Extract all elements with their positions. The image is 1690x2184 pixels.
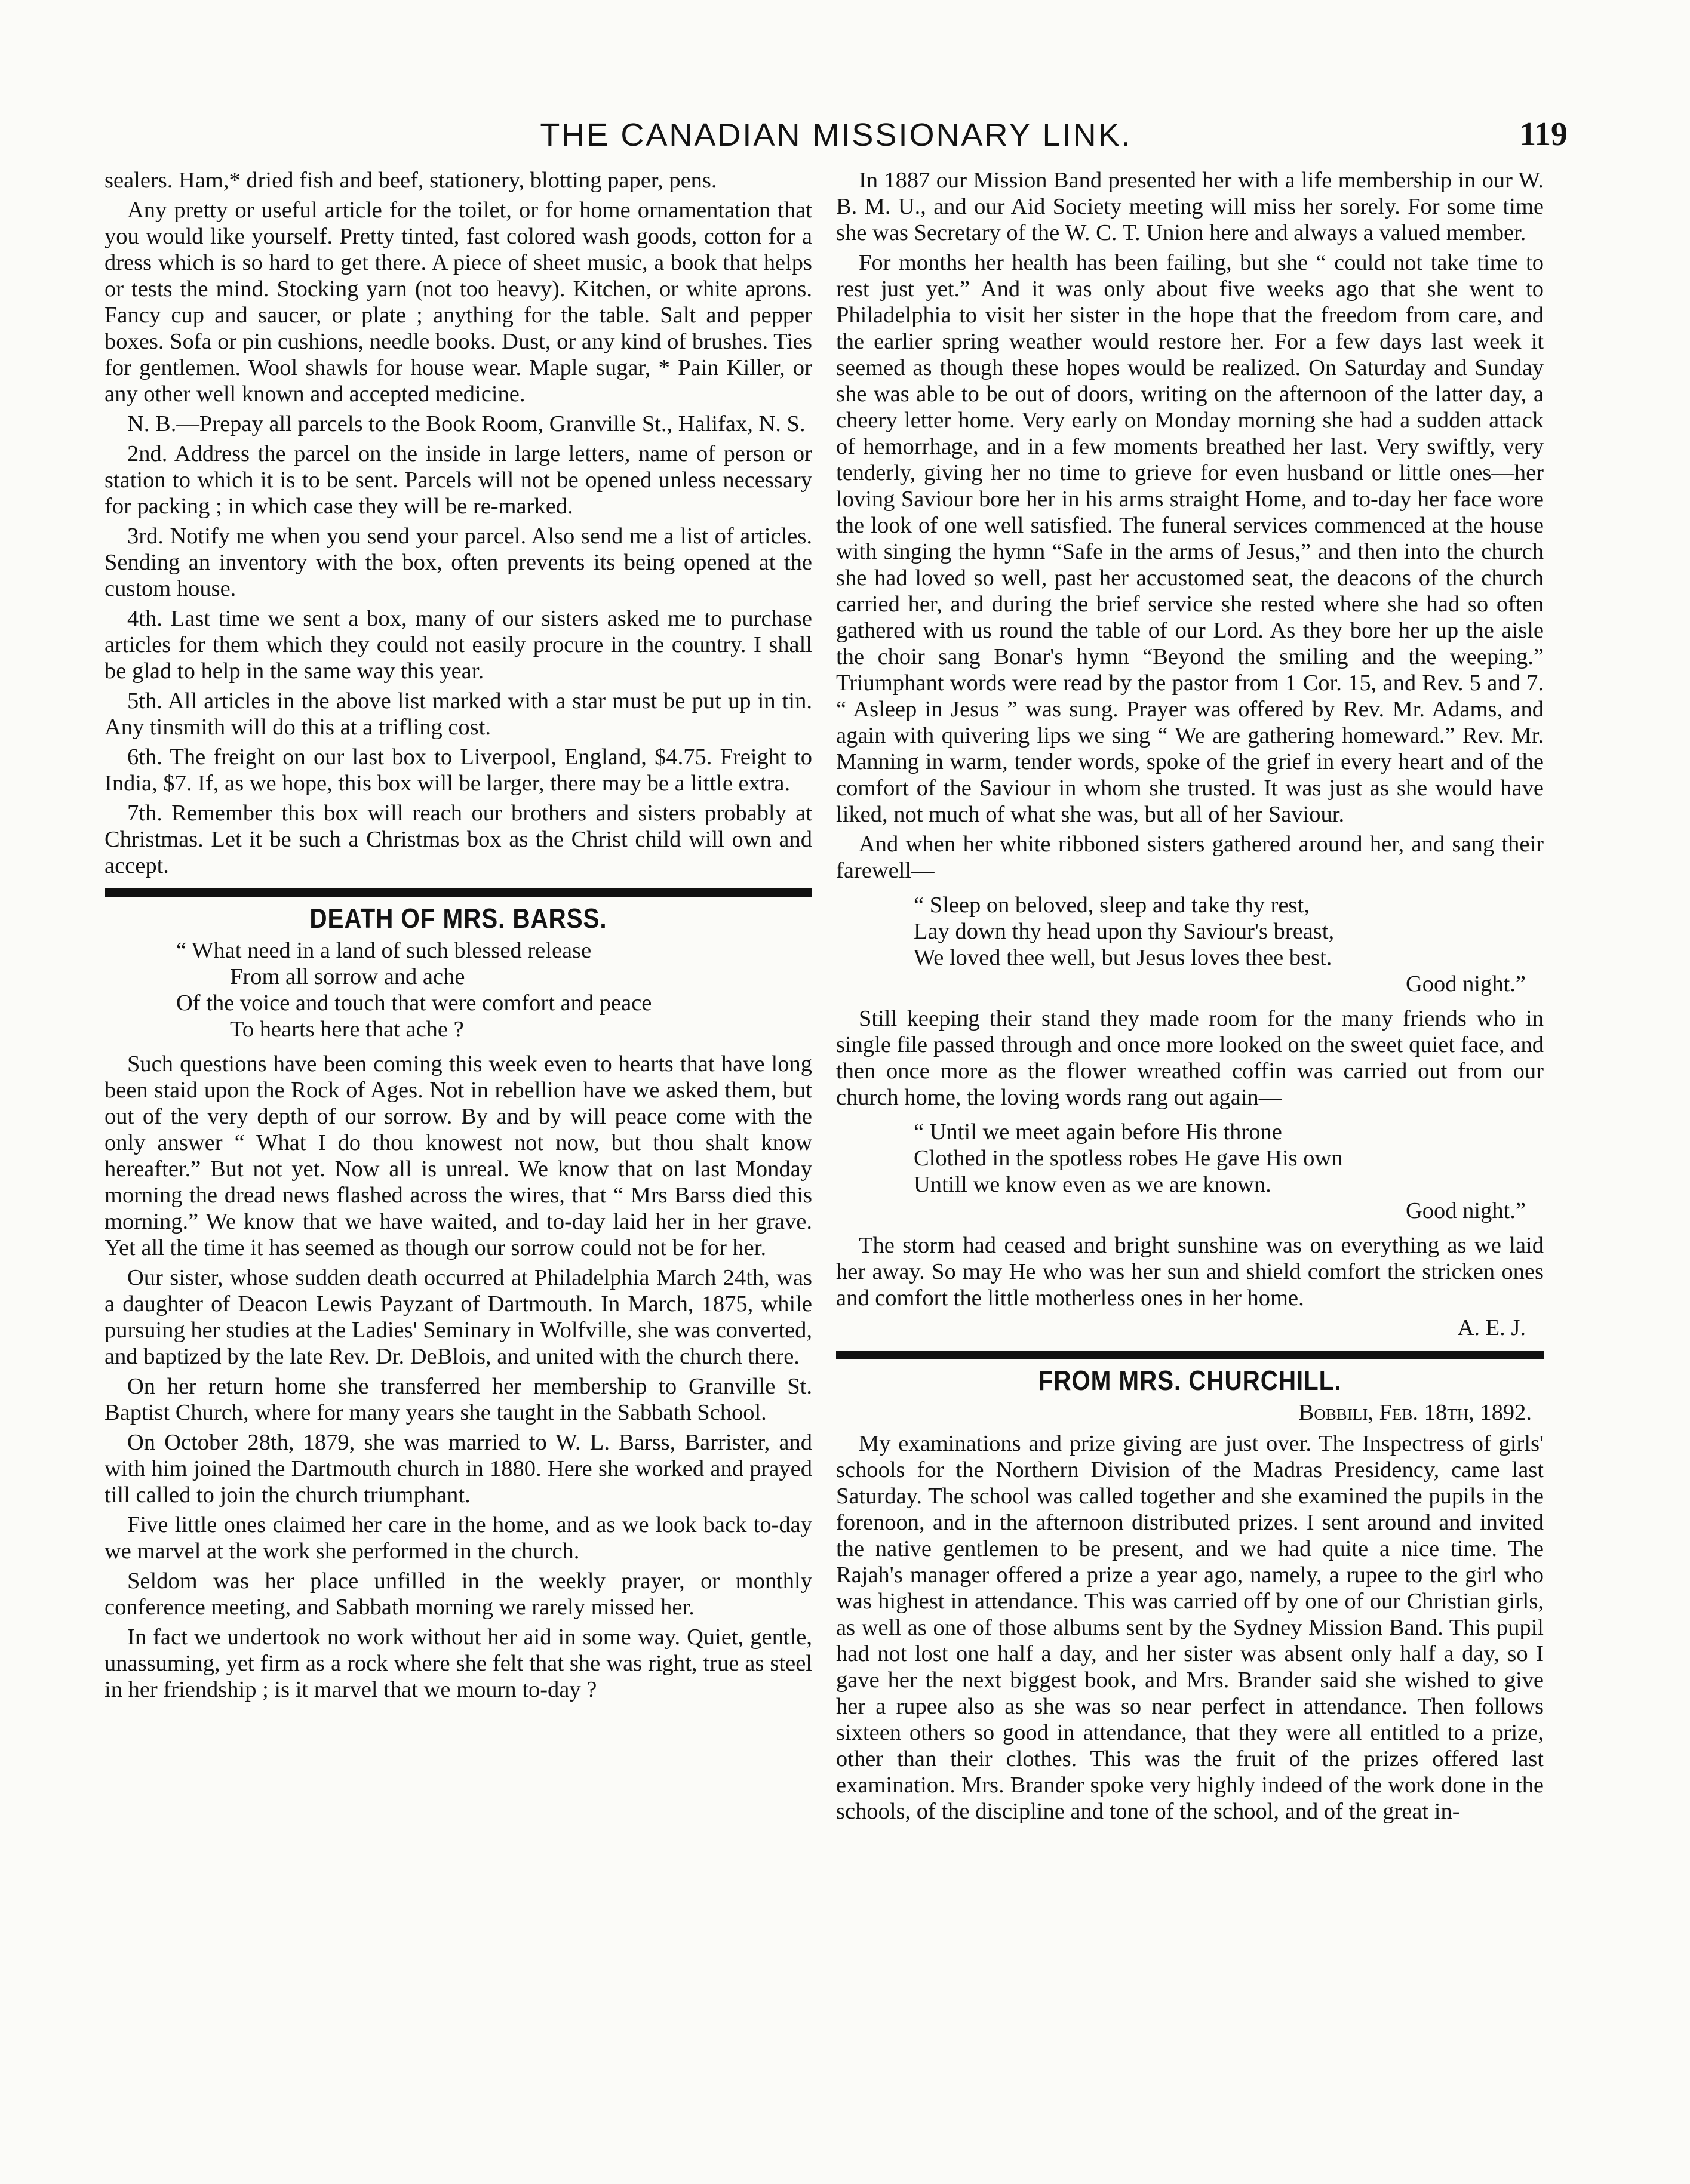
verse-line: To hearts here that ache ? xyxy=(230,1017,464,1042)
list-paragraph: 2nd. Address the parcel on the inside in large letters, name of person or station to which it is to be sent. Parcels will not be opened unless necessary for packing ; in which case they will be re-marked. xyxy=(105,441,812,519)
section-rule xyxy=(836,1351,1544,1359)
article-paragraph: Our sister, whose sudden death occurred at Philadelphia March 24th, was a daughter of Deacon Lewis Payzant of Dartmouth. In March, 1875, while pursuing her studies at the Ladies' Seminary in Wolfville, she was converted, and baptized by the late Rev. Dr. DeBlois, and united with the church there. xyxy=(105,1265,812,1369)
poem-line: “ Sleep on beloved, sleep and take thy rest, xyxy=(914,893,1310,918)
article-paragraph: For months her health has been failing, but she “ could not take time to rest just yet.” And it was only about five weeks ago that she went to Philadelphia to visit her sister in the hope that the freedom from care, and the earlier spring weather would restore her. For a few days last week it seemed as though these hopes would be realized. On Saturday and Sunday she was able to be out of doors, writing on the afternoon of the latter day, a cheery letter home. Very early on Monday morning she had a sudden attack of hemorrhage, and in a few moments breathed her last. Very swiftly, very tenderly, giving her no time to grieve for even husband or little ones—her loving Saviour bore her in his arms straight Home, and to-day her face wore the look of one well satisfied. The funeral services commenced at the house with singing the hymn “Safe in the arms of Jesus,” and then into the church she had loved so well, past her accustomed seat, the deacons of the church carried her, and during the brief service she rested where she had so often gathered with us round the table of our Lord. As they bore her up the aisle the choir sang Bonar's hymn “Beyond the smiling and the weeping.” Triumphant words were read by the pastor from 1 Cor. 15, and Rev. 5 and 7. “ Asleep in Jesus ” was sung. Prayer was offered by Rev. Mr. Adams, and again with quivering lips we sing “ We are gathering homeward.” Rev. Mr. Manning in warm, tender words, spoke of the grief in every heart and of the comfort of the Saviour in whom she trusted. It was just as she would have liked, not much of what she was, but all of her Saviour. xyxy=(836,250,1544,827)
verse-line: From all sorrow and ache xyxy=(230,964,465,989)
list-paragraph: N. B.—Prepay all parcels to the Book Room, Granville St., Halifax, N. S. xyxy=(127,411,806,436)
article-paragraph: The storm had ceased and bright sunshine was on everything as we laid her away. So may He who was her sun and shield comfort the stricken ones and comfort the little motherless ones in her home. xyxy=(836,1233,1544,1311)
parting-poem xyxy=(914,1119,1544,1224)
opening-verse xyxy=(105,937,812,1042)
page-number: 119 xyxy=(1519,116,1568,153)
death-heading: DEATH OF MRS. BARSS. xyxy=(309,903,607,934)
article-paragraph: On October 28th, 1879, she was married to W. L. Barss, Barrister, and with him joined the Dartmouth church in 1880. Here she worked and prayed till called to join the church triumphant. xyxy=(105,1430,812,1508)
section-rule xyxy=(105,888,812,897)
page-header xyxy=(105,116,1568,158)
verse-line: “ What need in a land of such blessed release xyxy=(176,938,592,963)
list-paragraph: 5th. All articles in the above list marked with a star must be put up in tin. Any tinsmith will do this at a trifling cost. xyxy=(105,688,812,740)
left-column xyxy=(105,167,812,1706)
list-paragraph: sealers. Ham,* dried fish and beef, stationery, blotting paper, pens. xyxy=(105,168,717,193)
verse-line: Of the voice and touch that were comfort and peace xyxy=(176,991,652,1016)
article-paragraph: And when her white ribboned sisters gathered around her, and sang their farewell— xyxy=(836,832,1544,883)
list-paragraph: 4th. Last time we sent a box, many of our sisters asked me to purchase articles for them which they could not easily procure in the country. I shall be glad to help in the same way this year. xyxy=(105,606,812,684)
article-paragraph: On her return home she transferred her membership to Granville St. Baptist Church, where for many years she taught in the Sabbath School. xyxy=(105,1374,812,1425)
article-paragraph: In 1887 our Mission Band presented her with a life membership in our W. B. M. U., and our Aid Society meeting will miss her sorely. For some time she was Secretary of the W. C. T. Union here and always a valued member. xyxy=(836,168,1544,245)
poem-closing: Good night.” xyxy=(1405,971,1526,996)
article-paragraph: Still keeping their stand they made room for the many friends who in single file passed through and once more looked on the sweet quiet face, and then once more as the flower wreathed coffin was carried out from our church home, the loving words rang out again— xyxy=(836,1006,1544,1110)
article-paragraph: Seldom was her place unfilled in the weekly prayer, or monthly conference meeting, and Sabbath morning we rarely missed her. xyxy=(105,1568,812,1620)
article-paragraph: In fact we undertook no work without her aid in some way. Quiet, gentle, unassuming, yet firm as a rock where she felt that she was right, true as steel in her friendship ; is it marvel that we mourn to-day ? xyxy=(105,1625,812,1702)
poem-line: “ Until we meet again before His throne xyxy=(914,1119,1282,1145)
poem-line: Lay down thy head upon thy Saviour's breast, xyxy=(914,919,1335,944)
farewell-poem xyxy=(914,892,1544,997)
right-column xyxy=(836,167,1544,1828)
list-paragraph: 3rd. Notify me when you send your parcel. Also send me a list of articles. Sending an inventory with the box, often prevents its being opened at the custom house. xyxy=(105,524,812,601)
poem-closing: Good night.” xyxy=(1405,1198,1526,1223)
list-paragraph: Any pretty or useful article for the toilet, or for home ornamentation that you would like yourself. Pretty tinted, fast colored wash goods, cotton for a dress which is so hard to get there. A piece of sheet music, a book that helps or tests the mind. Stocking yarn (not too heavy). Kitchen, or white aprons. Fancy cup and saucer, or plate ; anything for the table. Salt and pepper boxes. Sofa or pin cushions, needle books. Dust, or any kind of brushes. Ties for gentlemen. Wool shawls for house wear. Maple sugar, * Pain Killer, or any other well known and accepted medicine. xyxy=(105,198,812,407)
churchill-heading: FROM MRS. CHURCHILL. xyxy=(1038,1365,1342,1396)
dateline: Bobbili, Feb. 18th, 1892. xyxy=(1298,1400,1532,1425)
author-signature: A. E. J. xyxy=(1457,1315,1526,1340)
poem-line: We loved thee well, but Jesus loves thee best. xyxy=(914,945,1332,970)
poem-line: Clothed in the spotless robes He gave His own xyxy=(914,1146,1343,1171)
journal-title: THE CANADIAN MISSIONARY LINK. xyxy=(540,117,1132,153)
article-paragraph: Such questions have been coming this week even to hearts that have long been staid upon the Rock of Ages. Not in rebellion have we asked them, but out of the very depth of our sorrow. By and by will peace come with the only answer “ What I do thou knowest not now, but thou shalt know hereafter.” But not yet. Now all is unreal. We know that on last Monday morning the dread news flashed across the wires, that “ Mrs Barss died this morning.” We know that we have waited, and to-day laid her in her grave. Yet all the time it has seemed as though our sorrow could not be for her. xyxy=(105,1051,812,1260)
article-paragraph: My examinations and prize giving are just over. The Inspectress of girls' schools for the Northern Division of the Madras Presidency, came last Saturday. The school was called together and she examined the pupils in the forenoon, and in the afternoon distributed prizes. I sent around and invited the native gentlemen to be present, and we had quite a nice time. The Rajah's manager offered a prize a year ago, namely, a rupee to the girl who was highest in attendance. This was carried off by one of our Christian girls, as well as one of those albums sent by the Sydney Mission Band. This pupil had not lost one half a day, and her sister was absent only half a day, so I gave her the next biggest book, and Mrs. Brander said she wished to give her a rupee also as she was so near perfect in attendance. Then follows sixteen others so good in attendance, that they were all entitled to a prize, other than their clothes. This was the fruit of the prizes offered last examination. Mrs. Brander spoke very highly indeed of the work done in the schools, of the discipline and tone of the school, and of the great in- xyxy=(836,1431,1544,1824)
list-paragraph: 7th. Remember this box will reach our brothers and sisters probably at Christmas. Let it be such a Christmas box as the Christ child will own and accept. xyxy=(105,801,812,878)
list-paragraph: 6th. The freight on our last box to Liverpool, England, $4.75. Freight to India, $7. If, as we hope, this box will be larger, there may be a little extra. xyxy=(105,745,812,796)
article-paragraph: Five little ones claimed her care in the home, and as we look back to-day we marvel at the work she performed in the church. xyxy=(105,1512,812,1564)
poem-line: Untill we know even as we are known. xyxy=(914,1172,1271,1197)
